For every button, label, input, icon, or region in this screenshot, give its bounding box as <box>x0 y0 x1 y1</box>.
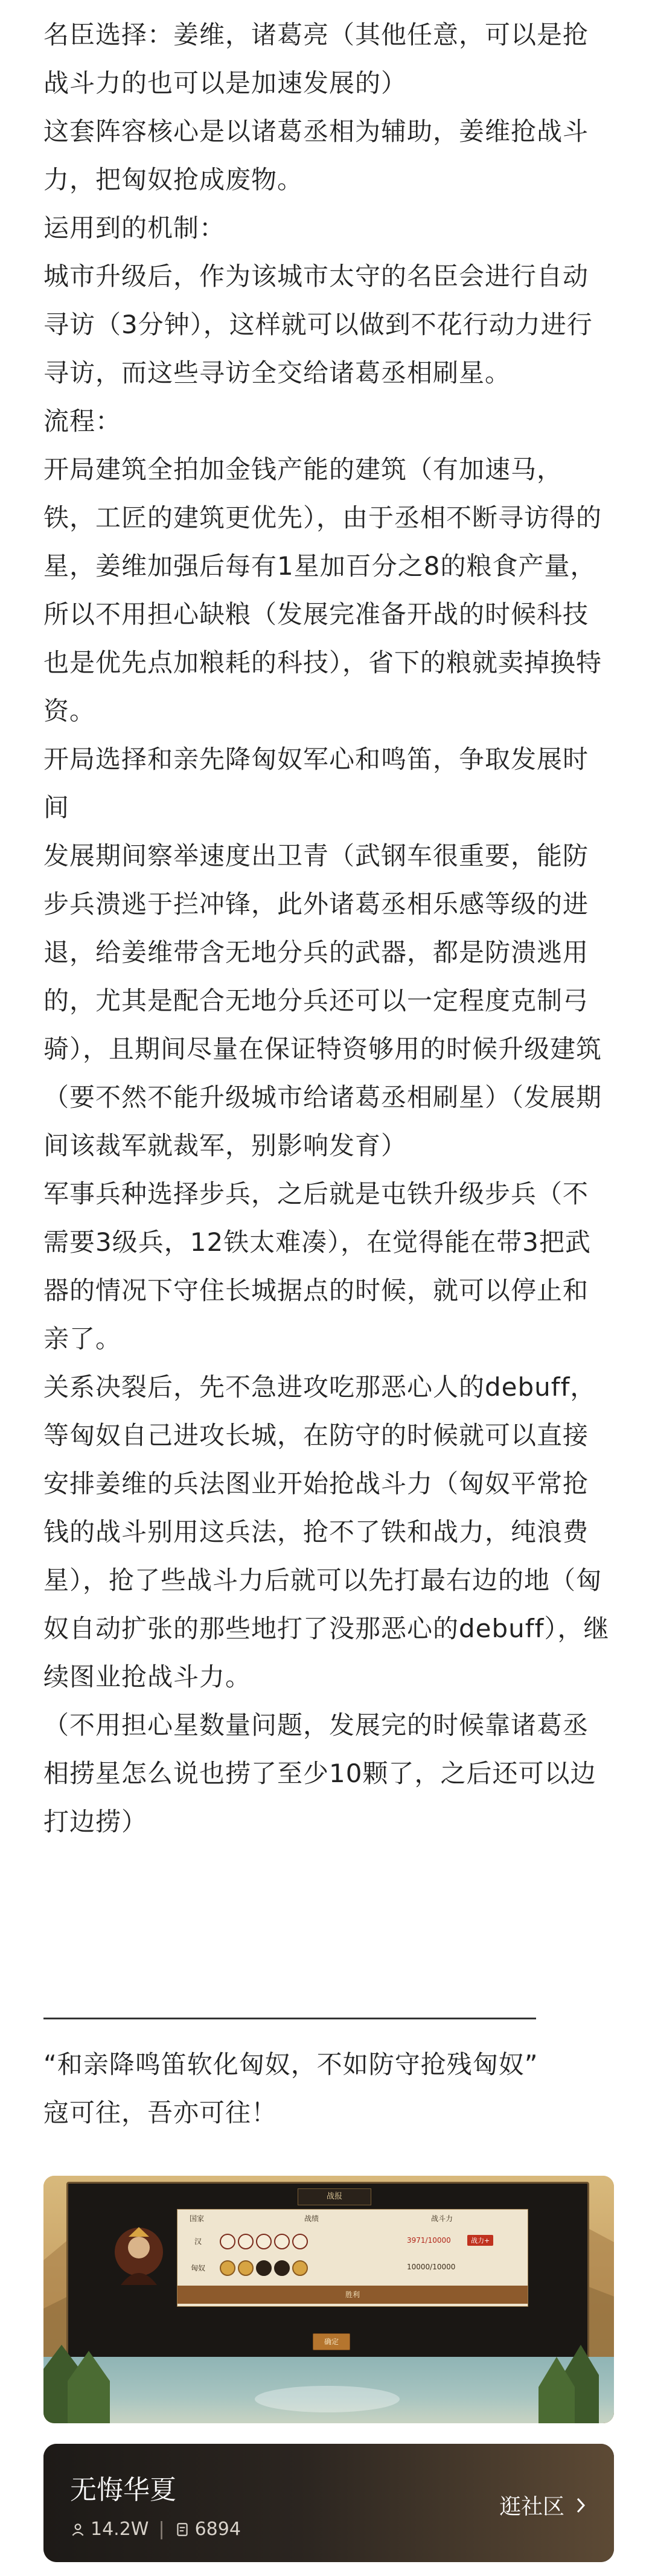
unit-orb-icon <box>220 2234 235 2249</box>
column-header: 战绩 <box>304 2214 319 2223</box>
paragraph: 发展期间察举速度出卫青（武钢车很重要，能防步兵溃逃于拦冲锋，此外诸葛丞相乐感等级的进退，给姜维带含无地分兵的武器，都是防溃逃用的，尤其是配合无地分兵还可以一定程度克制弓骑），且期间尽量在保证特资够用的时候升级建筑（要不然不能升级城市给诸葛丞相刷星）（发展期间该裁军就裁军，别影响发育） <box>43 841 602 1160</box>
user-icon <box>70 2522 86 2537</box>
posts-count: 6894 <box>194 2519 241 2540</box>
unit-orb-icon <box>274 2260 290 2276</box>
quote-block <box>43 2041 611 2137</box>
column-header: 国家 <box>190 2214 205 2223</box>
paragraph: （不用担心星数量问题，发展完的时候靠诸葛丞相捞星怎么说也捞了至少10颗了，之后还可以边打边捞） <box>43 1710 596 1836</box>
unit-orb-icon <box>256 2260 272 2276</box>
paragraph: 城市升级后，作为该城市太守的名臣会进行自动寻访（3分钟），这样就可以做到不花行动力进行寻访，而这些寻访全交给诸葛丞相刷星。 <box>43 261 593 388</box>
community-card[interactable] <box>43 2444 614 2562</box>
unit-orb-icon <box>238 2260 254 2276</box>
row-label-xiongnu: 匈奴 <box>191 2264 206 2272</box>
general-portrait-icon <box>106 2219 172 2297</box>
result-table <box>177 2209 528 2307</box>
strength-value: 3971/10000 <box>407 2236 451 2245</box>
paragraph: 这套阵容核心是以诸葛丞相为辅助，姜维抢战斗力，把匈奴抢成废物。 <box>43 117 589 194</box>
community-stats <box>70 2519 241 2540</box>
document-icon <box>174 2522 190 2537</box>
trees-foreground <box>43 2333 614 2423</box>
quote-line: “和亲降鸣笛软化匈奴，不如防守抢残匈奴” <box>43 2050 539 2079</box>
row-label-han: 汉 <box>194 2237 202 2246</box>
paragraph: 流程： <box>43 406 122 436</box>
unit-orb-icon <box>256 2234 272 2249</box>
visit-community-label: 逛社区 <box>499 2495 564 2519</box>
paragraph: 开局建筑全拍加金钱产能的建筑（有加速马，铁，工匠的建筑更优先），由于丞相不断寻访得的星，姜维加强后每有1星加百分之8的粮食产量，所以不用担心缺粮（发展完准备开战的时候科技也是优先点加粮耗的科技），省下的粮就卖掉换特资。 <box>43 455 602 726</box>
community-title: 无悔华夏 <box>70 2475 176 2505</box>
paragraph: 关系决裂后，先不急进攻吃那恶心人的debuff，等匈奴自己进攻长城，在防守的时候就可以直接安排姜维的兵法图业开始抢战斗力（匈奴平常抢钱的战斗别用这兵法，抢不了铁和战力，纯浪费星），抢了些战斗力后就可以先打最右边的地（匈奴自动扩张的那些地打了没那恶心的debuff），继续图业抢战斗力。 <box>43 1372 610 1692</box>
paragraph: 军事兵种选择步兵，之后就是屯铁升级步兵（不需要3级兵，12铁太难凑），在觉得能在带3把武器的情况下守住长城据点的时候，就可以停止和亲了。 <box>43 1179 591 1354</box>
article-body <box>43 11 611 1846</box>
chevron-right-icon <box>574 2496 587 2514</box>
confirm-button[interactable]: 确定 <box>313 2333 350 2350</box>
visit-community-link[interactable] <box>499 2490 587 2520</box>
quote-line: 寇可往，吾亦可往！ <box>43 2098 278 2127</box>
unit-orb-icon <box>292 2234 308 2249</box>
result-bar: 胜利 <box>177 2286 528 2304</box>
paragraph: 名臣选择：姜维，诸葛亮（其他任意，可以是抢战斗力的也可以是加速发展的） <box>43 20 589 98</box>
status-badge: 战力+ <box>467 2235 493 2246</box>
followers-count: 14.2W <box>91 2519 149 2540</box>
section-divider <box>43 2018 536 2019</box>
unit-orb-icon <box>220 2260 235 2276</box>
paragraph: 开局选择和亲先降匈奴军心和鸣笛，争取发展时间 <box>43 744 589 822</box>
column-header: 战斗力 <box>431 2214 453 2223</box>
unit-orb-icon <box>292 2260 308 2276</box>
unit-orb-icon <box>274 2234 290 2249</box>
panel-title: 战报 <box>298 2188 371 2205</box>
strength-value: 10000/10000 <box>407 2263 456 2271</box>
unit-orb-icon <box>238 2234 254 2249</box>
game-screenshot[interactable] <box>43 2176 614 2423</box>
paragraph: 运用到的机制： <box>43 213 226 243</box>
stat-separator: | <box>158 2519 165 2540</box>
